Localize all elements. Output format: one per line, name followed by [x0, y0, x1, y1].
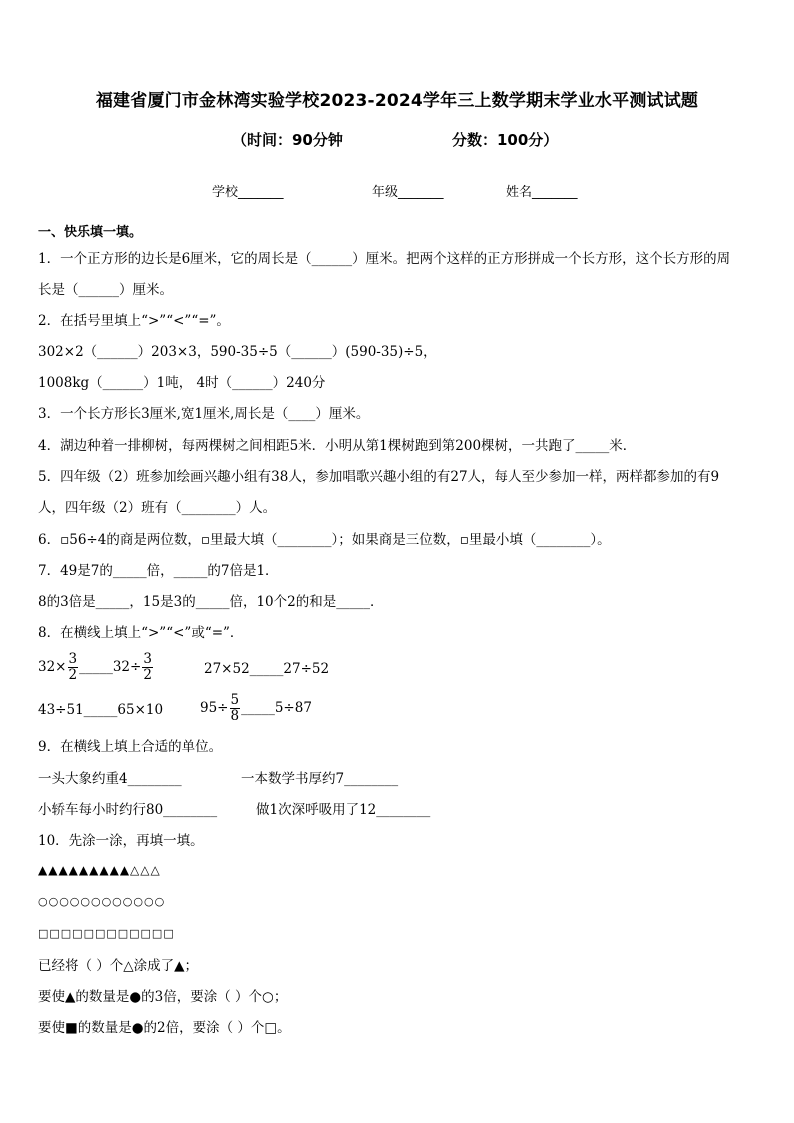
question-9-item-a: 一头大象约重4________: [38, 771, 182, 787]
square-row: □□□□□□□□□□□□: [38, 927, 175, 940]
exam-time: （时间：90分钟: [232, 131, 343, 149]
page-title: 福建省厦门市金林湾实验学校2023-2024学年三上数学期末学业水平测试试题: [95, 91, 699, 111]
question-10-item-a: 已经将（ ）个△涂成了▲；: [38, 958, 199, 974]
question-10-item-b: 要使▲的数量是●的3倍，要涂（ ）个○；: [38, 989, 288, 1005]
question-10-heading: 10．先涂一涂，再填一填。: [38, 833, 204, 849]
question-4: 4．湖边种着一排柳树，每两棵树之间相距5米．小明从第1棵树跑到第200棵树，一共跑了_____米．: [38, 438, 637, 454]
q8-expr-d-suffix: _____5÷87: [241, 700, 312, 716]
exam-score: 分数：100分）: [452, 131, 559, 149]
fraction: $\frac{5}{8}$: [230, 692, 240, 724]
question-1-line-2: 长是（______）厘米。: [38, 282, 173, 298]
question-2-heading: 2．在括号里填上“>”“<”“=”。: [38, 313, 230, 329]
grade-field: 年级_______: [372, 185, 444, 200]
question-1-line-1: 1．一个正方形的边长是6厘米，它的周长是（______）厘米。把两个这样的正方形拼成一个长方形，这个长方形的周: [38, 251, 731, 267]
q8-expr-a-mid: _____32÷: [79, 659, 142, 675]
question-9-item-b: 一本数学书厚约7________: [241, 771, 399, 787]
school-field: 学校_______: [212, 185, 284, 200]
triangle-row: ▲▲▲▲▲▲▲▲▲△△△: [38, 863, 161, 877]
question-10-item-c: 要使■的数量是●的2倍，要涂（ ）个□。: [38, 1020, 291, 1036]
question-5-line-2: 人，四年级（2）班有（________）人。: [38, 500, 277, 516]
question-8-expr-c: 43÷51_____65×10: [38, 702, 164, 718]
question-9-item-c: 小轿车每小时约行80________: [38, 802, 218, 818]
name-field: 姓名_______: [506, 185, 578, 200]
question-9-heading: 9．在横线上填上合适的单位。: [38, 739, 223, 755]
question-7-line-1: 7．49是7的_____倍，_____的7倍是1．: [38, 563, 279, 579]
question-2-line-2: 1008kg（______）1吨， 4时（______）240分: [38, 375, 326, 391]
q8-expr-a-prefix: 32×: [38, 659, 67, 675]
question-5-line-1: 5．四年级（2）班参加绘画兴趣小组有38人，参加唱歌兴趣小组的有27人，每人至少参加一样，两样都参加的有9: [38, 469, 720, 485]
question-3: 3．一个长方形长3厘米,宽1厘米,周长是（____）厘米。: [38, 406, 370, 422]
section-heading: 一、快乐填一填。: [38, 225, 143, 240]
question-8-row-2: [200, 693, 312, 724]
question-2-line-1: 302×2（______）203×3，590-35÷5（______）(590-35)÷5，: [38, 344, 437, 360]
question-8-row-1: [38, 652, 154, 683]
fraction: $\frac{3}{2}$: [68, 651, 78, 683]
circle-row: ○○○○○○○○○○○○: [38, 895, 166, 908]
question-8-heading: 8．在横线上填上“>”“<”或“=”．: [38, 625, 244, 641]
fraction: $\frac{3}{2}$: [143, 651, 152, 683]
question-6: 6．▫56÷4的商是两位数，▫里最大填（________）；如果商是三位数，▫里最小填（________）。: [38, 532, 611, 548]
q8-expr-d-prefix: 95÷: [200, 700, 229, 716]
question-8-expr-b: 27×52_____27÷52: [204, 661, 330, 677]
question-8-line-2: 8的3倍是_____，15是3的_____倍，10个2的和是_____．: [38, 594, 384, 610]
question-9-item-d: 做1次深呼吸用了12________: [256, 802, 431, 818]
